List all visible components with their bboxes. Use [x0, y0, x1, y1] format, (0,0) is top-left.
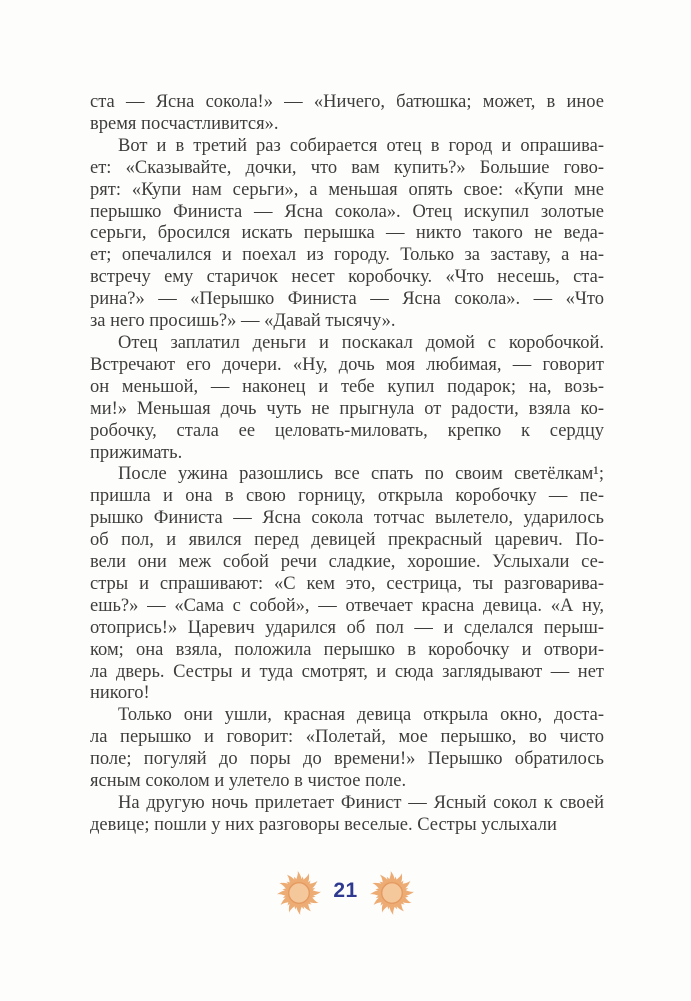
text-line: прижимать. — [90, 442, 183, 463]
paragraph — [90, 793, 604, 837]
text-line: ет; опечалился и поехал из городу. Только за заставу, а на- — [90, 245, 604, 266]
text-line: После ужина разошлись все спать по своим светёлкам¹; — [118, 464, 604, 485]
text-line: Вот и в третий раз собирается отец в город и опрашива- — [118, 135, 604, 156]
text-line: вели они меж собой речи сладкие, хорошие. Услыхали се- — [90, 552, 604, 573]
text-line: девице; пошли у них разговоры веселые. Сестры услыхали — [90, 814, 557, 835]
paragraph — [90, 92, 604, 136]
sun-icon — [274, 868, 324, 918]
text-line: ешь?» — «Сама с собой», — отвечает красна девица. «А ну, — [90, 595, 604, 616]
text-line: ет: «Сказывайте, дочки, что вам купить?» Большие гово- — [90, 157, 604, 178]
page-number: 21 — [333, 879, 358, 902]
text-line: никого! — [90, 683, 150, 704]
text-line: ла дверь. Сестры и туда смотрят, и сюда заглядывают — нет — [90, 661, 604, 682]
text-line: Встречают его дочери. «Ну, дочь моя любимая, — говорит — [90, 354, 604, 375]
text-line: рышко Финиста — Ясна сокола тотчас вылетело, ударилось — [90, 508, 604, 529]
text-line: ясным соколом и улетело в чистое поле. — [90, 771, 407, 792]
paragraph — [90, 705, 604, 793]
text-line: рят: «Купи нам серьги», а меньшая опять свое: «Купи мне — [90, 179, 604, 200]
text-line: время посчастливится». — [90, 113, 279, 134]
text-line: он меньшой, — наконец и тебе купил подарок; на, возь- — [90, 376, 604, 397]
text-line: отопрись!» Царевич ударился об пол — и сделался перыш- — [90, 617, 604, 638]
text-line: робочку, стала ее целовать-миловать, крепко к сердцу — [90, 420, 604, 441]
text-line: Отец заплатил деньги и поскакал домой с коробочкой. — [118, 332, 604, 353]
text-line: рина?» — «Перышко Финиста — Ясна сокола». — «Что — [90, 289, 604, 310]
text-line: ми!» Меньшая дочь чуть не прыгнула от радости, взяла ко- — [90, 398, 604, 419]
text-line: ком; она взяла, положила перышко в коробочку и отвори- — [90, 639, 604, 660]
text-block — [90, 92, 604, 837]
paragraph — [90, 464, 604, 705]
text-line: встречу ему старичок несет коробочку. «Что несешь, ста- — [90, 267, 604, 288]
text-line: серьги, бросился искать перышка — никто такого не веда- — [90, 223, 604, 244]
paragraph — [90, 333, 604, 464]
text-line: ла перышко и говорит: «Полетай, мое перышко, во чисто — [90, 727, 604, 748]
text-line: Только они ушли, красная девица открыла окно, доста- — [118, 705, 604, 726]
text-line: поле; погуляй до поры до времени!» Перышко обратилось — [90, 749, 604, 770]
page-footer — [0, 866, 691, 920]
sun-icon — [367, 868, 417, 918]
text-line: ста — Ясна сокола!» — «Ничего, батюшка; может, в иное — [90, 92, 604, 112]
text-line: пришла и она в свою горницу, открыла коробочку — пе- — [90, 486, 604, 507]
paragraph — [90, 136, 604, 333]
text-line: На другую ночь прилетает Финист — Ясный сокол к своей — [118, 793, 604, 813]
text-line: стры и спрашивают: «С кем это, сестрица, ты разговарива- — [90, 573, 604, 594]
text-line: перышко Финиста — Ясна сокола». Отец искупил золотые — [90, 201, 604, 222]
text-line: за него просишь?» — «Давай тысячу». — [90, 311, 396, 332]
text-line: об пол, и явился перед девицей прекрасный царевич. По- — [90, 530, 604, 551]
